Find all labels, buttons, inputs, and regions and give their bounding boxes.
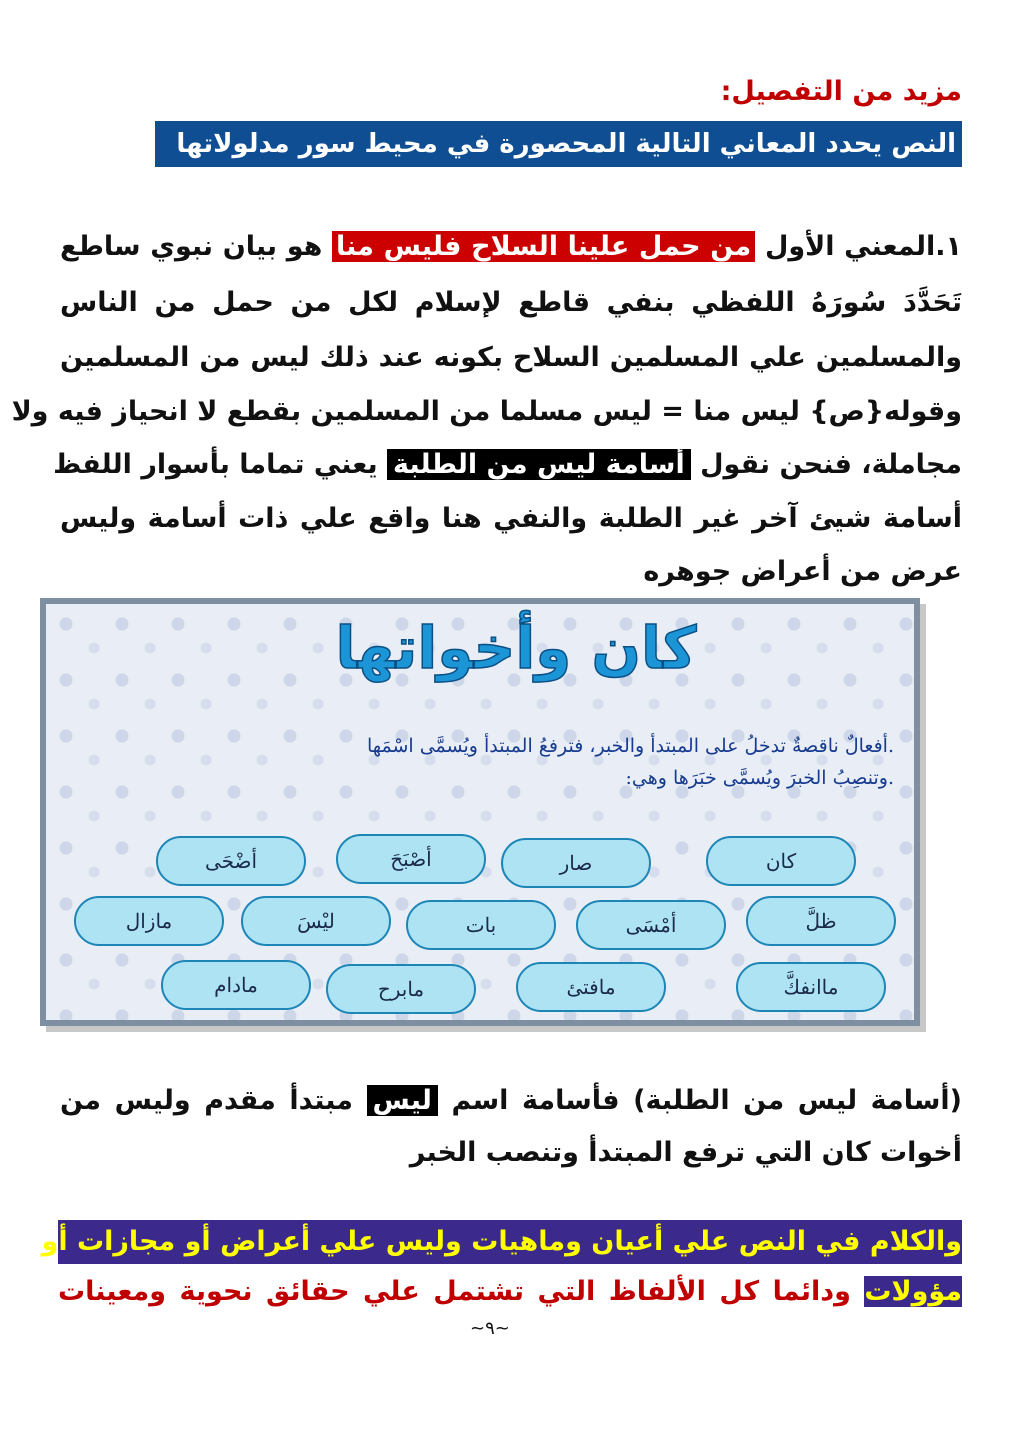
cloud-bata: بات [406, 900, 556, 950]
example-highlight: أسامة ليس من الطلبة [387, 449, 691, 480]
para3-line2 [58, 1270, 962, 1314]
para3-line1-text: والكلام في النص علي أعيان وماهيات وليس علي أعراض أو مجازات أو [58, 1220, 962, 1264]
cloud-adha: أضْحَى [156, 836, 306, 886]
para1-line3: والمسلمين علي المسلمين السلاح بكونه عند ذلك ليس من المسلمين [60, 342, 962, 373]
image-text-line1: .أفعالٌ ناقصةٌ تدخلُ على المبتدأ والخبر، فترفعُ المبتدأ ويُسمَّى اسْمَها [366, 735, 894, 757]
para1-line1-end: هو بيان نبوي ساطع [60, 231, 323, 262]
para1-line1 [60, 228, 962, 266]
cloud-mafatia: مافتئ [516, 962, 666, 1012]
image-title: كان وأخواتها [335, 614, 697, 682]
image-description [94, 730, 894, 794]
para1-line7: عرض من أعراض جوهره [643, 556, 962, 587]
kana-sisters-image [40, 598, 920, 1026]
topic-banner: النص يحدد المعاني التالية المحصورة في محيط سور مدلولاتها [155, 121, 962, 167]
section-heading: مزيد من التفصيل: [720, 76, 962, 107]
hadith-highlight: من حمل علينا السلاح فليس منا [332, 231, 755, 262]
cloud-mabariha: مابرح [326, 964, 476, 1014]
cloud-madama: مادام [161, 960, 311, 1010]
page-number: ~٩~ [470, 1318, 510, 1339]
para1-line2: تَحَدَّدَ سُورَهُ اللفظي بنفي قاطع لإسلام لكل من حمل من الناس [60, 287, 962, 318]
para1-line5 [53, 446, 962, 484]
cloud-mainfakka: ماانفكَّ [736, 962, 886, 1012]
para3-line1 [41, 1220, 962, 1264]
para2-line2: أخوات كان التي ترفع المبتدأ وتنصب الخبر [409, 1137, 962, 1168]
para3-line2-text: ودائما كل الألفاظ التي تشتمل علي حقائق نحوية ومعينات [58, 1276, 851, 1307]
muawwalat-highlight: مؤولات [864, 1276, 962, 1307]
para1-line6: أسامة شيئ آخر غير الطلبة والنفي هنا واقع علي ذات أسامة وليس [60, 503, 962, 534]
para2-line1 [60, 1082, 962, 1120]
cloud-zalla: ظلَّ [746, 896, 896, 946]
para2-line1-start: (أسامة ليس من الطلبة) فأسامة اسم [451, 1085, 963, 1116]
image-text-line2: .وتنصِبُ الخبرَ ويُسمَّى خبَرَها وهي: [625, 767, 894, 789]
laysa-highlight: ليس [367, 1085, 438, 1116]
para1-line4: وقوله{ص} ليس منا = ليس مسلما من المسلمين بقطع لا انحياز فيه ولا [11, 396, 962, 427]
cloud-sara: صار [501, 838, 651, 888]
para1-line1-start: ١.المعني الأول [764, 231, 962, 262]
cloud-amsa: أمْسَى [576, 900, 726, 950]
cloud-asbaha: أصْبَحَ [336, 834, 486, 884]
para2-line1-end: مبتدأ مقدم وليس من [60, 1085, 353, 1116]
cloud-laysa: ليْسَ [241, 896, 391, 946]
cloud-mazala: مازال [74, 896, 224, 946]
cloud-kana: كان [706, 836, 856, 886]
para1-line5-start: مجاملة، فنحن نقول [700, 449, 962, 480]
para1-line5-end: يعني تماما بأسوار اللفظ [53, 449, 378, 480]
